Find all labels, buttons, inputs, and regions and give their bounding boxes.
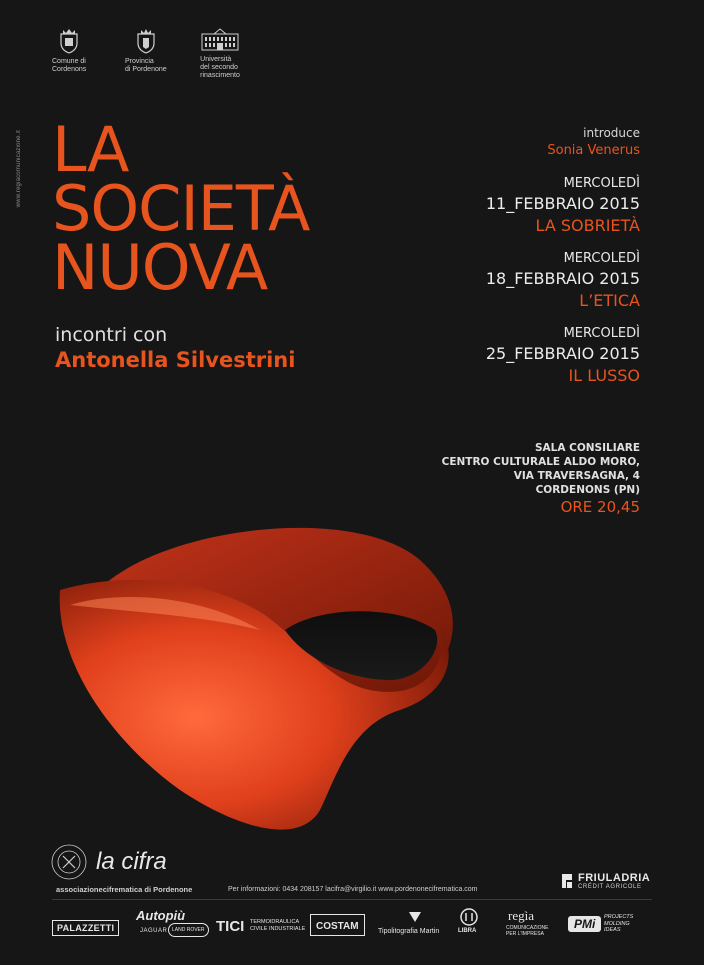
bank-sub: CRÉDIT AGRICOLE xyxy=(578,884,642,890)
venue-line: VIA TRAVERSAGNA, 4 xyxy=(513,470,640,482)
event-day: MERCOLEDÌ xyxy=(563,176,640,191)
friuladria-logo-icon xyxy=(560,872,574,890)
schedule xyxy=(486,126,640,385)
event-day: MERCOLEDÌ xyxy=(563,251,640,266)
title-line-2: SOCIETÀ xyxy=(52,172,310,245)
event-day: MERCOLEDÌ xyxy=(563,326,640,341)
organizer-association: associazionecifrematica di Pordenone xyxy=(56,885,193,894)
poster-title xyxy=(52,113,310,304)
logo-comune xyxy=(52,28,86,74)
event-3 xyxy=(486,326,640,385)
organizer-logo xyxy=(50,843,167,881)
introduce-label: introduce xyxy=(583,126,640,140)
university-building-icon xyxy=(200,28,240,52)
event-topic: LA SOBRIETÀ xyxy=(535,216,640,235)
second-renaissance-seal-icon xyxy=(50,843,88,881)
event-topic: L’ETICA xyxy=(579,291,640,310)
bank-name: FRIULADRIA xyxy=(578,872,651,884)
sponsor-tici: TICI xyxy=(216,918,245,935)
libra-logo-icon xyxy=(460,908,478,926)
sponsor-regia-sub: COMUNICAZIONE PER L'IMPRESA xyxy=(506,925,549,937)
sponsor-regia: regìa xyxy=(508,908,534,923)
speaker-name: Antonella Silvestrini xyxy=(55,348,296,372)
contact-info: Per informazioni: 0434 208157 lacifra@virgilio.it www.pordenonecifrematica.com xyxy=(228,886,478,893)
organizer-name: la cifra xyxy=(96,848,167,875)
sponsor-autopiu: Autopiù xyxy=(136,908,186,923)
sponsor-palazzetti: PALAZZETTI xyxy=(52,920,119,936)
title-line-1: LA xyxy=(52,113,129,186)
sponsor-landrover: LAND ROVER xyxy=(168,923,209,937)
logo-caption-comune: Comune di Cordenons xyxy=(52,58,87,73)
martin-logo-icon xyxy=(408,910,422,924)
logo-provincia xyxy=(125,28,167,74)
sponsor-pmi-sub: PROJECTS MOLDING IDEAS xyxy=(604,914,634,933)
logo-university xyxy=(200,28,240,80)
event-date: 11_FEBBRAIO 2015 xyxy=(485,194,640,213)
logo-caption-university: Università del secondo rinascimento xyxy=(200,56,240,79)
title-line-3: NUOVA xyxy=(52,231,268,304)
logo-caption-provincia: Provincia di Pordenone xyxy=(125,58,167,73)
divider xyxy=(52,899,652,900)
provincia-crest-icon xyxy=(135,28,157,54)
intro-text: incontri con xyxy=(55,324,168,346)
event-time: ORE 20,45 xyxy=(560,498,640,516)
comune-crest-icon xyxy=(58,28,80,54)
event-date: 25_FEBBRAIO 2015 xyxy=(485,344,640,363)
event-2 xyxy=(486,251,640,310)
venue-line: CENTRO CULTURALE ALDO MORO, xyxy=(441,456,640,468)
vertical-credit: www.regiacomunicazione.it xyxy=(16,130,22,208)
sponsor-autopiu-sub: JAGUAR xyxy=(140,928,168,934)
sponsor-martin: Tipolitografia Martin xyxy=(378,928,440,935)
venue-line: CORDENONS (PN) xyxy=(535,484,640,496)
sponsor-tici-sub: TERMOIDRAULICA CIVILE INDUSTRIALE xyxy=(250,919,306,932)
event-date: 18_FEBBRAIO 2015 xyxy=(485,269,640,288)
venue-address xyxy=(442,441,640,497)
introducer-name: Sonia Venerus xyxy=(547,143,640,158)
event-1 xyxy=(486,176,640,235)
event-topic: IL LUSSO xyxy=(568,366,640,385)
venue-line: SALA CONSILIARE xyxy=(534,442,640,454)
bank-logo xyxy=(560,872,650,890)
sponsor-bar xyxy=(48,908,660,948)
sponsor-costam: COSTAM xyxy=(310,914,365,936)
sponsor-pmi: PMi xyxy=(568,916,601,932)
sponsor-libra: LIBRA xyxy=(458,928,477,934)
mobius-sculpture-image xyxy=(50,510,490,850)
